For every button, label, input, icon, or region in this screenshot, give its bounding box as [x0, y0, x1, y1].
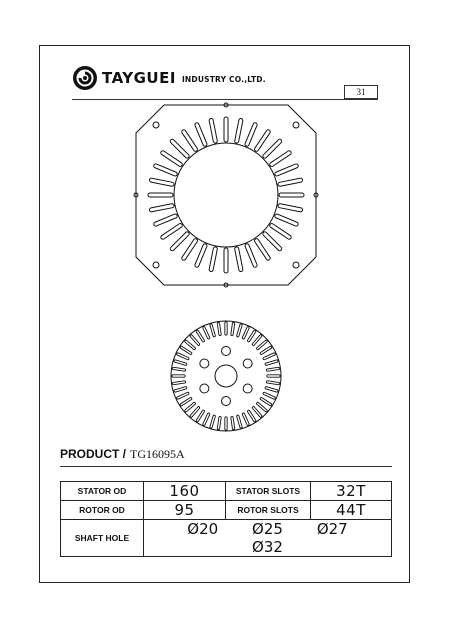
spec-row	[61, 482, 392, 501]
stator-od-value: 160	[144, 482, 226, 501]
stator-lamination-drawing	[134, 103, 318, 287]
stator-slot-inner	[277, 166, 296, 174]
stator-slot-inner	[163, 153, 180, 165]
rotor-slot-inner	[258, 341, 266, 348]
rotor-slot-inner	[197, 331, 203, 340]
rotor-shaft-hole	[215, 365, 237, 387]
stator-slot-inner	[197, 246, 205, 265]
rotor-slot-inner	[197, 411, 203, 420]
rotor-od-label: ROTOR OD	[61, 501, 144, 520]
spec-row	[61, 501, 392, 520]
stator-slots-label: STATOR SLOTS	[226, 482, 311, 501]
rotor-slot-inner	[186, 341, 194, 348]
stator-slot-inner	[172, 141, 187, 156]
shaft-hole-value: Ø27	[316, 520, 348, 538]
rotor-outline	[171, 321, 281, 431]
stator-slots-value: 32T	[311, 482, 392, 501]
stator-slot-inner	[163, 226, 180, 238]
stator-slot-inner	[265, 141, 280, 156]
page-number: 31	[344, 85, 378, 99]
stator-mount-hole	[293, 262, 299, 268]
stator-slot-inner	[237, 249, 241, 270]
rotor-lamination-drawing	[171, 321, 281, 431]
product-heading	[60, 447, 185, 462]
product-label: PRODUCT /	[60, 447, 126, 461]
stator-slot-inner	[172, 234, 187, 249]
stator-slot-inner	[247, 125, 255, 144]
stator-slot-inner	[237, 120, 241, 141]
product-code: TG16095A	[130, 447, 185, 461]
stator-slot-inner	[265, 234, 280, 249]
stator-slot-inner	[184, 241, 196, 258]
rotor-vent-hole	[200, 384, 209, 393]
rotor-vent-hole	[200, 359, 209, 368]
rotor-vent-hole	[222, 347, 231, 356]
shaft-hole-label: SHAFT HOLE	[61, 520, 144, 557]
stator-mount-hole	[153, 122, 159, 128]
stator-mount-hole	[293, 122, 299, 128]
stator-slot-inner	[156, 166, 175, 174]
rotor-slot-inner	[191, 408, 198, 416]
stator-bore	[174, 143, 278, 247]
rotor-slot-inner	[254, 336, 261, 344]
shaft-hole-value: Ø20	[187, 520, 219, 538]
product-divider	[60, 466, 392, 467]
stator-slot-inner	[197, 125, 205, 144]
rotor-slot-inner	[254, 408, 261, 416]
stator-slot-inner	[277, 216, 296, 224]
rotor-slot-inner	[191, 336, 198, 344]
stator-slot-inner	[257, 132, 269, 149]
rotor-vent-hole	[243, 359, 252, 368]
rotor-od-value: 95	[144, 501, 226, 520]
stator-slot-inner	[280, 180, 301, 184]
shaft-hole-value: Ø25	[252, 520, 283, 538]
stator-slot-inner	[184, 132, 196, 149]
stator-slot-inner	[211, 249, 215, 270]
rotor-slot-inner	[249, 331, 255, 340]
stator-slot-inner	[151, 206, 172, 210]
stator-slot-inner	[247, 246, 255, 265]
spec-row	[61, 520, 392, 557]
stator-od-label: STATOR OD	[61, 482, 144, 501]
rotor-slots-label: ROTOR SLOTS	[226, 501, 311, 520]
stator-slot-inner	[257, 241, 269, 258]
shaft-hole-value: Ø32	[252, 538, 283, 556]
rotor-vent-hole	[243, 384, 252, 393]
rotor-slot-inner	[181, 399, 190, 405]
stator-slot-inner	[272, 226, 289, 238]
stator-slot-inner	[280, 206, 301, 210]
spec-table	[60, 481, 392, 557]
rotor-slot-inner	[258, 404, 266, 411]
brand-name: TAYGUEI	[102, 69, 176, 87]
rotor-slot-inner	[249, 411, 255, 420]
company-tagline: INDUSTRY CO.,LTD.	[181, 75, 266, 84]
rotor-slot-inner	[186, 404, 194, 411]
stator-slot-inner	[272, 153, 289, 165]
rotor-slot-inner	[261, 399, 270, 405]
rotor-vent-hole	[222, 397, 231, 406]
stator-slot-inner	[211, 120, 215, 141]
stator-slot-inner	[156, 216, 175, 224]
rotor-slot-inner	[261, 347, 270, 353]
stator-slot-inner	[151, 180, 172, 184]
rotor-slot-inner	[181, 347, 190, 353]
shaft-hole-values	[144, 520, 392, 557]
rotor-slots-value: 44T	[311, 501, 392, 520]
stator-mount-hole	[153, 262, 159, 268]
